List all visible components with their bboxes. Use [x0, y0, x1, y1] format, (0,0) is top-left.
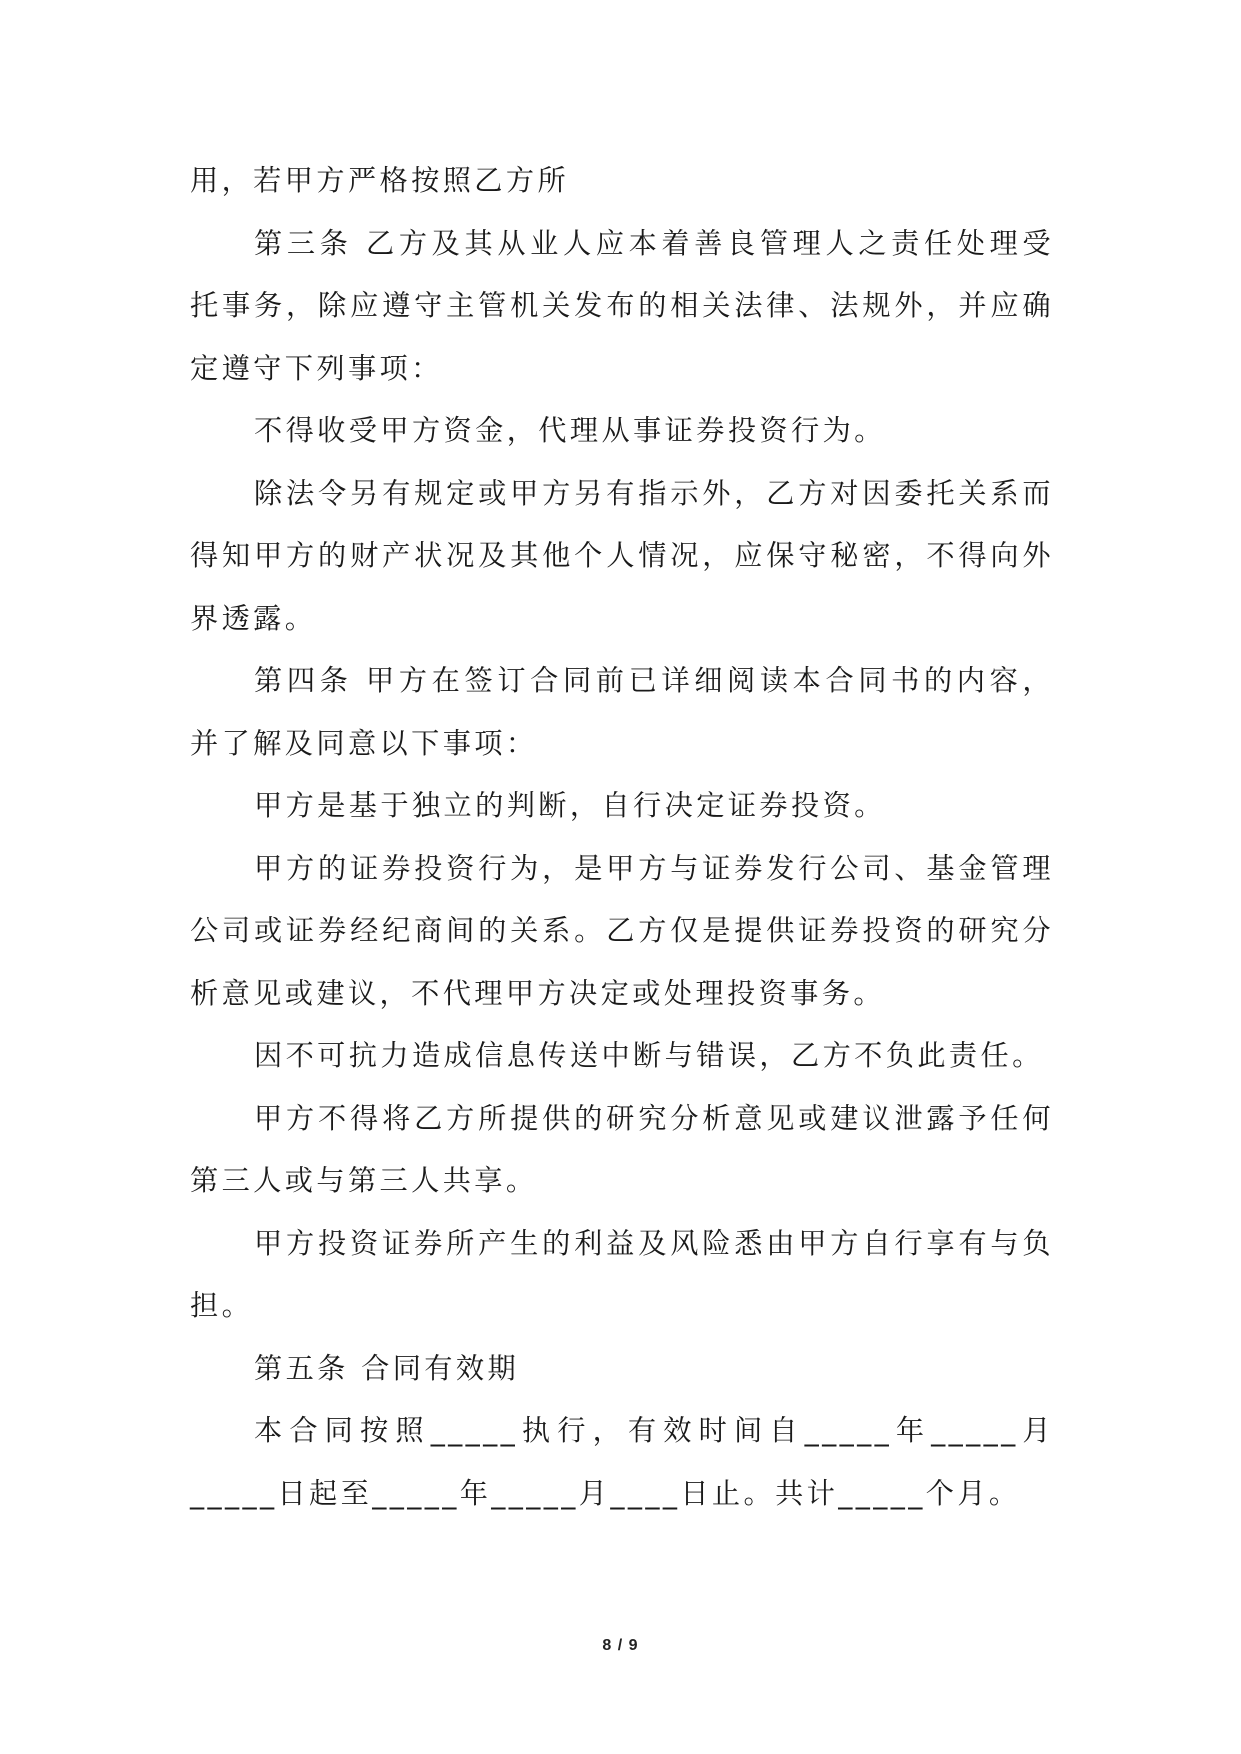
paragraph: 第三条 乙方及其从业人应本着善良管理人之责任处理受托事务，除应遵守主管机关发布的相关法律、法规外，并应确定遵守下列事项：: [190, 226, 1054, 385]
paragraph: 第四条 甲方在签订合同前已详细阅读本合同书的内容，并了解及同意以下事项：: [190, 664, 1054, 760]
document-body: [190, 150, 1054, 1525]
paragraph: 因不可抗力造成信息传送中断与错误，乙方不负此责任。: [254, 1039, 1044, 1072]
paragraph: 本合同按照_____执行，有效时间自_____年_____月_____日起至_____年_____月____日止。共计_____个月。: [190, 1414, 1054, 1510]
page-number: 8 / 9: [602, 1637, 639, 1654]
paragraph: 不得收受甲方资金，代理从事证券投资行为。: [254, 414, 886, 447]
paragraph: 甲方投资证券所产生的利益及风险悉由甲方自行享有与负担。: [190, 1226, 1054, 1322]
paragraph: 用，若甲方严格按照乙方所: [190, 164, 570, 197]
paragraph: 甲方的证券投资行为，是甲方与证券发行公司、基金管理公司或证券经纪商间的关系。乙方仅是提供证券投资的研究分析意见或建议，不代理甲方决定或处理投资事务。: [190, 851, 1054, 1010]
paragraph: 甲方不得将乙方所提供的研究分析意见或建议泄露予任何第三人或与第三人共享。: [190, 1101, 1054, 1197]
paragraph: 除法令另有规定或甲方另有指示外，乙方对因委托关系而得知甲方的财产状况及其他个人情况，应保守秘密，不得向外界透露。: [190, 476, 1054, 635]
paragraph: 第五条 合同有效期: [254, 1351, 520, 1385]
paragraph: 甲方是基于独立的判断，自行决定证券投资。: [254, 789, 886, 822]
